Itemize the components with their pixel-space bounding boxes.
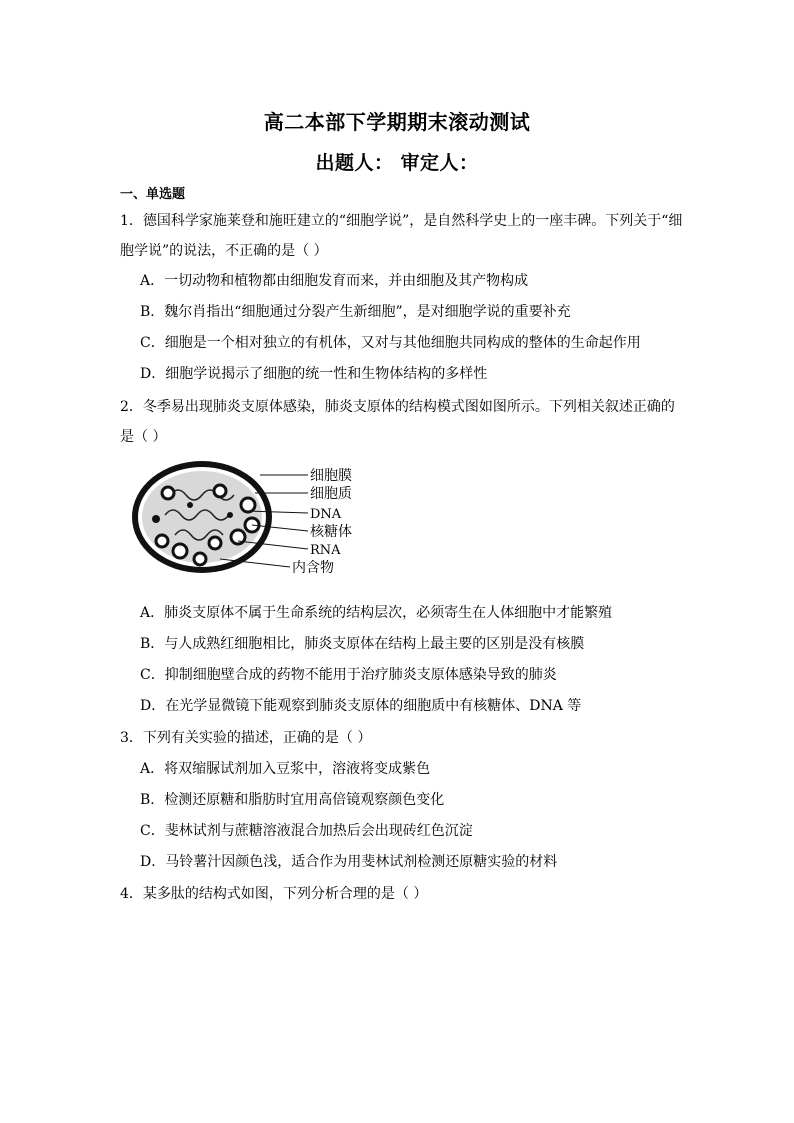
question-2-option-d: D．在光学显微镜下能观察到肺炎支原体的细胞质中有核糖体、DNA 等 [140,698,582,714]
exam-subtitle: 出题人： 审定人： [315,152,479,174]
label-inclusion: 内含物 [292,560,334,576]
cytoplasm [142,471,262,563]
question-3-option-d: D．马铃薯汁因颜色浅，适合作为用斐林试剂检测还原糖实验的材料 [140,854,558,870]
section-heading: 一、单选题 [120,187,186,202]
question-2-option-c: C．抑制细胞壁合成的药物不能用于治疗肺炎支原体感染导致的肺炎 [140,667,557,683]
label-cell-membrane: 细胞膜 [310,468,352,484]
question-3-option-a: A．将双缩脲试剂加入豆浆中，溶液将变成紫色 [140,761,431,777]
question-4-line-1: 4．某多肽的结构式如图，下列分析合理的是（ ） [120,886,428,902]
question-1-option-d: D．细胞学说揭示了细胞的统一性和生物体结构的多样性 [140,366,488,382]
label-rna: RNA [310,543,341,558]
exam-title: 高二本部下学期期末滚动测试 [263,110,531,134]
question-2-line-2: 是（ ） [120,429,167,445]
label-dna: DNA [310,507,342,522]
label-cytoplasm: 细胞质 [310,486,352,502]
question-1-line-2: 胞学说”的说法，不正确的是（ ） [120,243,328,259]
question-1-option-a: A．一切动物和植物都由细胞发育而来，并由细胞及其产物构成 [140,273,529,289]
question-1-option-c: C．细胞是一个相对独立的有机体，又对与其他细胞共同构成的整体的生命起作用 [140,335,641,351]
question-2-option-b: B．与人成熟红细胞相比，肺炎支原体在结构上最主要的区别是没有核膜 [140,636,585,652]
question-3-option-b: B．检测还原糖和脂肪时宜用高倍镜观察颜色变化 [140,792,445,808]
question-1-line-1: 1．德国科学家施莱登和施旺建立的“细胞学说”，是自然科学史上的一座丰碑。下列关于“细 [120,213,683,229]
question-2-line-1: 2．冬季易出现肺炎支原体感染，肺炎支原体的结构模式图如图所示。下列相关叙述正确的 [120,399,675,415]
mycoplasma-structure-figure [120,455,380,585]
question-3-option-c: C．斐林试剂与蔗糖溶液混合加热后会出现砖红色沉淀 [140,823,473,839]
question-1-option-b: B．魏尔肖指出“细胞通过分裂产生新细胞”，是对细胞学说的重要补充 [140,304,571,320]
label-ribosome: 核糖体 [310,524,352,540]
question-3-line-1: 3．下列有关实验的描述，正确的是（ ） [120,730,372,746]
question-2-option-a: A．肺炎支原体不属于生命系统的结构层次，必须寄生在人体细胞中才能繁殖 [140,605,613,621]
